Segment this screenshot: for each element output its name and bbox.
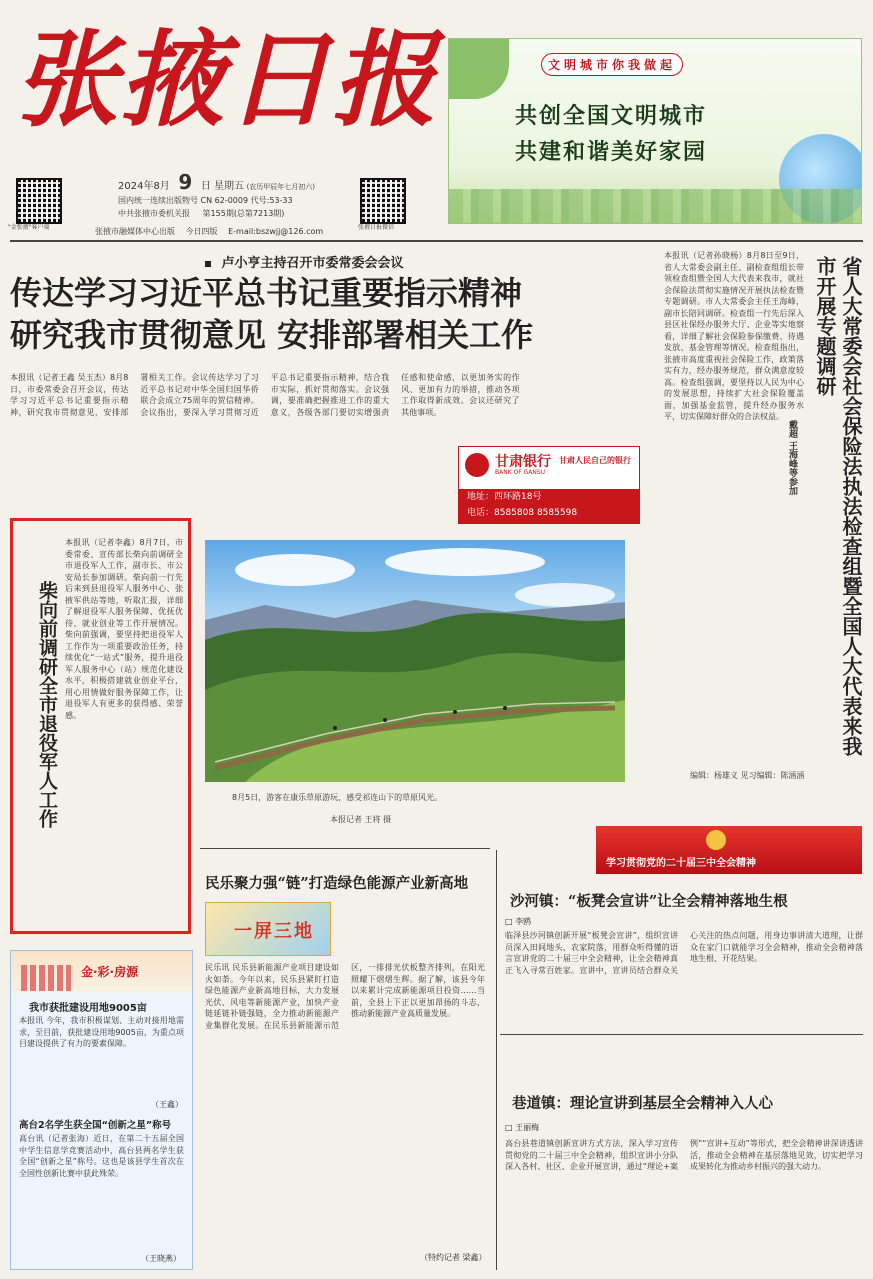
masthead-footer [95,226,323,237]
left-story-body: 本报讯（记者李鑫）8月7日，市委常委、宣传部长柴向前调研全市退役军人工作，副市长、市公安局长参加调研。柴向前一行先后来到县退役军人服务中心、张掖军供站等地，听取汇报，详细了解退役军人服务保障、优抚优待、就业创业等工作开展情况。柴向前强调，要坚持把退役军人工作作为一项重要政治任务，持续优化“一站式”服务，提升退役军人服务中心（站）规范化建设水平，积极搭建就业创业平台，用心用情做好服务保障工作，让退役军人有更多的获得感、荣誉感。 [65,538,183,720]
small-box-body: 本报讯 今年，我市积极谋划、主动对接用地需求，至目前，获批建设用地9005亩，为重点项目建设提供了有力的要素保障。 [19,1016,184,1048]
shahe-headline: 沙河镇：“板凳会宣讲”让全会精神落地生根 [510,893,788,910]
bank-address: 西环路18号 [494,492,542,502]
energy-headline: 民乐聚力强“链”打造绿色能源产业新高地 [205,875,469,892]
masthead-rule [10,240,863,242]
bank-address-label: 地址： [467,492,495,502]
qr-code-wechat [360,178,406,224]
bank-phone-label: 电话： [467,508,495,518]
publisher-line [118,208,284,219]
building-icon [21,965,71,991]
cn-code: 国内统一连续出版物号 CN 62-0009 代号:53-33 [118,196,293,205]
city-skyline [449,189,861,223]
bank-ad [458,446,640,524]
bank-phone: 8585808 8585598 [494,508,578,518]
party-emblem-icon [706,830,726,850]
lunar-date: (农历甲辰年七月初六) [246,183,316,191]
qr-wechat-label: 张掖日报微信 [358,224,395,231]
energy-byline: （特约记者 梁鑫） [420,1253,487,1262]
kicker-bullet-icon [205,261,211,267]
bank-logo-icon [465,453,489,477]
newspaper-title: 张掖日报 [14,18,439,141]
leaf-decoration-icon [448,38,509,99]
lead-kicker [205,252,404,271]
email: E-mail:bszwjj@126.com [228,227,324,236]
banner-line2: 共建和谐美好家园 [515,139,708,165]
issue-date [118,170,315,194]
left-story-headline: 柴向前调研全市退役军人工作 [36,581,58,828]
date-prefix: 2024年8月 [118,181,170,192]
bank-name-en: BANK OF GANSU [495,469,546,476]
right-bottom-rule [500,1034,863,1035]
date-day: 9 [178,170,193,194]
lead-headline-1: 传达学习习近平总书记重要指示精神 [10,274,523,312]
small-box-byline-2: （王晓燕） [141,1254,181,1263]
study-banner-text: 学习贯彻党的二十届三中全会精神 [606,858,756,869]
civilization-banner [448,38,862,224]
date-suffix: 日 星期五 [200,181,245,192]
right-story-body: 本报讯（记者孙晓杨）8月8日至9日，省人大常委会副主任、副检查组组长带领检查组暨全国人大代表来我市，就社会保险法贯彻实施情况开展执法检查暨专题调研。市人大常委会主任王海峰，副市长陪同调研。检查组一行先后深入县区社保经办服务大厅、企业等实地察看，详细了解社会保险参保缴费、待遇发放、基金管理等情况。检查组指出，张掖市高度重视社会保险工作，政策落实有力，经办服务规范，群众满意度较高。检查组强调，要坚持以人民为中心的发展思想，持续扩大社会保险覆盖面，加强基金监管，提升经办服务水平，切实保障好群众的合法权益。 [664,251,804,421]
lead-headline-2: 研究我市贯彻意见 安排部署相关工作 [10,316,534,354]
right-story-byline: 戴超 王海峰等参加 [787,420,797,496]
xiangdao-byline: □ 王丽梅 [505,1123,540,1132]
column-separator [496,850,497,1270]
qr-code-app [16,178,62,224]
xiangdao-headline: 巷道镇：理论宣讲到基层全会精神入人心 [512,1095,773,1112]
page-editor: 编辑：杨雄义 见习编辑：陈涵涵 [690,771,805,780]
right-story-headline: 省人大常委会社会保险法执法检查组暨全国人大代表来我市开展专题调研 [813,256,863,756]
small-box-title: 金·彩·房源 [81,965,139,979]
small-box-headline-2: 高台2名学生获全国“创新之星”称号 [19,1120,172,1131]
grassland-photo-svg [205,540,625,782]
bank-name: 甘肃银行 [495,454,551,470]
photo-credit: 本报记者 王将 摄 [330,815,392,824]
energy-tag-image [205,902,331,956]
media-center: 张掖市融媒体中心出版 [95,227,175,236]
photo-caption: 8月5日，游客在康乐草原游玩，感受祁连山下的草原风光。 [232,793,443,802]
small-news-box [10,950,193,1270]
kicker-text: 卢小亨主持召开市委常委会会议 [221,256,404,271]
left-story-box [10,518,191,934]
bank-contact [459,489,639,523]
small-box-headline: 我市获批建设用地9005亩 [29,1003,147,1014]
bank-slogan: 甘肃人民自己的银行 [559,456,631,465]
lead-body: 本报讯（记者王鑫 吴玉杰）8月8日，市委常委会召开会议，传达学习习近平总书记重要指示精神，研究我市贯彻意见，安排部署相关工作。会议传达学习了习近平总书记对中华全国归国华侨联合会成立75周年的贺信精神。会议指出，要深入学习贯彻习近平总书记重要指示精神，结合我市实际，抓好贯彻落实。会议强调，要准确把握推进工作的重大意义，各级各部门要切实增强责任感和使命感，以更加务实的作风、更加有力的举措，推动各项工作取得新成效。会议还研究了其他事项。 [10,373,520,417]
energy-tag: 一屏三地 [234,921,314,942]
qr-app-label: "金张掖"客户端 [8,224,50,231]
grassland-photo [205,540,625,782]
page-count: 今日四版 [185,227,218,236]
xiangdao-body: 高台县巷道镇创新宣讲方式方法，深入学习宣传贯彻党的二十届三中全会精神，组织宣讲小分队深入各村、社区、企业开展宣讲，通过“理论+案例”“宣讲+互动”等形式，把全会精神讲深讲透讲活，推动全会精神在基层落地见效，切实把学习成果转化为推动乡村振兴的强大动力。 [505,1139,863,1171]
energy-body: 民乐讯 民乐县新能源产业项目建设如火如荼。今年以来，民乐县紧盯打造绿色能源产业新高地目标，大力发展光伏、风电等新能源产业，加快产业链延链补链强链，全力推动新能源产业集群化发展。在民乐县新能源示范区，一排排光伏板整齐排列，在阳光照耀下熠熠生辉。据了解，该县今年以来累计完成新能源项目投资……当前，全县上下正以更加昂扬的斗志，推动新能源产业高质量发展。 [205,963,485,1030]
mid-rule [200,848,490,849]
banner-seal-text: 文明城市你我做起 [541,53,683,76]
shahe-body: 临泽县沙河镇创新开展“板凳会宣讲”，组织宣讲员深入田间地头、农家院落，用群众听得懂的语言宣讲党的二十届三中全会精神，让全会精神真正飞入寻常百姓家。宣讲中，宣讲员结合群众关心关注的热点问题，用身边事讲清大道理，让群众在家门口就能学习全会精神，推动全会精神落地生根、开花结果。 [505,931,863,975]
publisher: 中共张掖市委机关报 [118,209,190,218]
small-box-body-2: 高台讯（记者张海）近日，在第二十五届全国中学生信息学竞赛活动中，高台县两名学生获全国“创新之星”称号。这也是该县学生首次在全国性创新比赛中获此殊荣。 [19,1134,184,1178]
small-box-byline: （王鑫） [151,1100,183,1109]
banner-line1: 共创全国文明城市 [515,103,708,129]
masthead [0,0,873,236]
study-banner [596,826,862,874]
issue-number: 第155期(总第7213期) [202,209,285,218]
shahe-byline: □ 李鸥 [505,917,532,926]
small-box-banner [11,951,192,993]
